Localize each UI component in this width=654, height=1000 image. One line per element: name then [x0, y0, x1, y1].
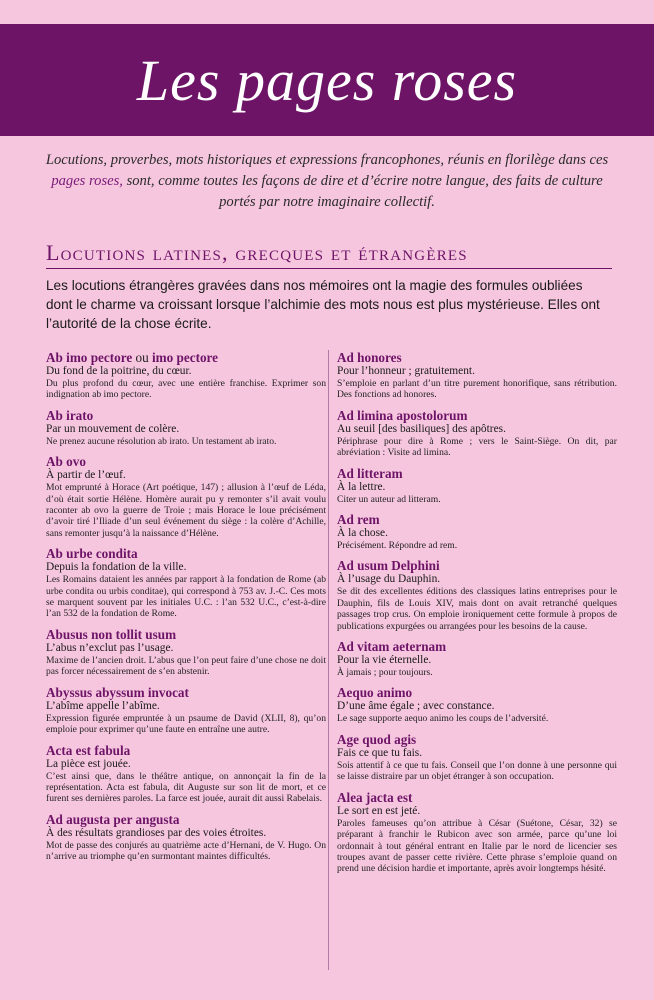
entry-description: Sois attentif à ce que tu fais. Conseil que l’on donne à une personne qui se laisse distraire par un objet étranger à son occupation.	[337, 759, 617, 783]
term-alt: imo pectore	[151, 350, 219, 365]
entry-meaning: Au seuil [des basiliques] des apôtres.	[337, 422, 506, 435]
entry-meaning: Fais ce que tu fais.	[337, 746, 423, 759]
entry-description: Précisément. Répondre ad rem.	[337, 540, 458, 552]
entry-meaning: L’abîme appelle l’abîme.	[46, 699, 160, 712]
page-title: Les pages roses	[136, 47, 518, 113]
entry-meaning: L’abus n’exclut pas l’usage.	[46, 641, 174, 654]
section-title: Locutions latines, grecques et étrangères	[46, 240, 468, 265]
entry-term: Abyssus abyssum invocat	[46, 684, 189, 700]
entry-description: À jamais ; pour toujours.	[337, 667, 433, 679]
right-column	[337, 350, 617, 882]
entry	[46, 546, 326, 620]
entry	[337, 790, 617, 875]
entry-description: Expression figurée empruntée à un psaume de David (XLII, 8), qu’on emploie pour exprimer qu’une faute en entraîne une autre.	[46, 712, 326, 736]
entry-meaning: Du fond de la poitrine, du cœur.	[46, 365, 192, 377]
entry	[46, 743, 326, 805]
term-separator: ou	[132, 350, 152, 365]
entry	[46, 408, 326, 447]
entry	[337, 685, 617, 724]
entry-description: Mot emprunté à Horace (Art poétique, 147) ; allusion à l’œuf de Léda, d’où était sortie Hélène. Homère aurait pu y remonter s’il avait voulu raconter ab ovo la guerre de Troie ; mais Horace le loue précisément d’avoir tiré l’Iliade d’un seul événement du siège : la colère d’Achille, sans remonter jusqu’à la naissance d’Hélène.	[46, 482, 326, 539]
entry-description: Du plus profond du cœur, avec une entière franchise. Exprimer son indignation ab imo pectore.	[46, 378, 326, 401]
entry	[337, 350, 617, 401]
entry-term: Ab ovo	[46, 454, 86, 470]
term-text: Ab imo pectore	[46, 350, 133, 365]
entry-meaning: À l’usage du Dauphin.	[337, 573, 441, 586]
intro-accent: pages roses,	[51, 173, 123, 189]
entry-term: Ad litteram	[337, 465, 403, 481]
section-lead: Les locutions étrangères gravées dans nos mémoires ont la magie des formules oubliées dont le charme va croissant lorsque l’alchimie des mots nous est plus mystérieuse. Elles ont l’autorité de la chose écrite.	[46, 278, 600, 331]
intro-text-before: Locutions, proverbes, mots historiques et expressions francophones, réunis en florilège dans ces	[45, 152, 609, 168]
entry-term: Age quod agis	[337, 731, 417, 747]
entry-description: Mot de passe des conjurés au quatrième acte d’Hernani, de V. Hugo. On n’arrive au triomphe qu’en surmontant maintes difficultés.	[46, 839, 326, 863]
entry-term: Ad usum Delphini	[337, 558, 440, 574]
entry-term: Ad honores	[337, 350, 402, 365]
entry-meaning: À des résultats grandioses par des voies étroites.	[46, 826, 267, 839]
entry-meaning: Par un mouvement de colère.	[46, 422, 180, 435]
entry-description: Maxime de l’ancien droit. L’abus que l’on peut faire d’une chose ne doit pas forcer nécessairement de s’en abstenir.	[46, 654, 326, 678]
entry-term	[46, 350, 326, 365]
entry-description: S’emploie en parlant d’un titre purement honorifique, sans rétribution. Des fonctions ad honores.	[337, 378, 617, 401]
entry-description: Ne prenez aucune résolution ab irato. Un testament ab irato.	[46, 435, 277, 447]
section-divider	[46, 268, 612, 269]
entry	[337, 639, 617, 678]
entry	[337, 408, 617, 459]
entry	[46, 350, 326, 401]
entry-meaning: À partir de l’œuf.	[46, 469, 126, 482]
entry-meaning: Le sort en est jeté.	[337, 804, 421, 817]
entry-description: Paroles fameuses qu’on attribue à César (Suétone, César, 32) se préparant à franchir le Rubicon avec son armée, parce qu’une loi ordonnait à tout général entrant en Italie par le nord de licencier ses troupes avant de passer cette rivière. Cette phrase s’emploie quand on prend une décision hardie et importante, après avoir longtemps hésité.	[337, 817, 617, 875]
entry-term: Alea jacta est	[337, 789, 413, 805]
entry-description: C’est ainsi que, dans le théâtre antique, on annonçait la fin de la représentation. Acta est fabula, dit Auguste sur son lit de mort, et ce furent ses dernières paroles. La farce est jouée, aurait dit aussi Rabelais.	[46, 770, 326, 805]
left-column	[46, 350, 326, 870]
entry-meaning: Depuis la fondation de la ville.	[46, 561, 187, 574]
column-divider	[328, 350, 329, 970]
entry-term: Ad augusta per angusta	[46, 811, 180, 827]
entry-description: Le sage supporte aequo animo les coups de l’adversité.	[337, 713, 549, 725]
entry-term: Ad limina apostolorum	[337, 407, 468, 423]
entry	[46, 627, 326, 678]
entry-meaning: À la chose.	[337, 527, 388, 540]
entry	[46, 685, 326, 736]
entry	[337, 466, 617, 505]
entry-meaning: D’une âme égale ; avec constance.	[337, 700, 495, 713]
entry-meaning: Pour la vie éternelle.	[337, 654, 432, 667]
entry	[46, 812, 326, 863]
entry-term: Ad vitam aeternam	[337, 639, 447, 655]
entry-term: Ab irato	[46, 407, 94, 423]
title-banner	[0, 24, 654, 136]
entry-term: Aequo animo	[337, 685, 413, 701]
entry-term: Abusus non tollit usum	[46, 626, 177, 642]
entry-meaning: À la lettre.	[337, 480, 386, 493]
intro-text-after: sont, comme toutes les façons de dire et d’écrire notre langue, des faits de culture portés par notre imaginaire collectif.	[122, 173, 603, 210]
entry-description: Citer un auteur ad litteram.	[337, 493, 441, 505]
entry-meaning: La pièce est jouée.	[46, 757, 131, 770]
entry-term: Ab urbe condita	[46, 546, 138, 562]
entry-term: Acta est fabula	[46, 742, 131, 758]
entry-description: Les Romains dataient les années par rapport à la fondation de Rome (ab urbe condita ou urbis conditae), qui correspond à 753 av. J.-C. Ces mots se marquent souvent par les initiales U.C. : l’an 532 U.C., c’est-à-dire l’an 532 de la fondation de Rome.	[46, 574, 326, 620]
entry	[337, 512, 617, 551]
entry-term: Ad rem	[337, 512, 380, 528]
entry-meaning: Pour l’honneur ; gratuitement.	[337, 365, 475, 377]
entry	[337, 558, 617, 632]
entry	[337, 732, 617, 783]
entry	[46, 454, 326, 539]
entry-description: Se dit des excellentes éditions des classiques latins entreprises pour le Dauphin, fils de Louis XIV, mais dont on avait retranché quelques passages trop crus. On emploie ironiquement cette formule à propos de publications expurgées ou arrangées pour les besoins de la cause.	[337, 586, 617, 632]
entry-description: Périphrase pour dire à Rome ; vers le Saint-Siège. On dit, par abréviation : Visite ad limina.	[337, 435, 617, 459]
intro-paragraph	[34, 150, 620, 213]
